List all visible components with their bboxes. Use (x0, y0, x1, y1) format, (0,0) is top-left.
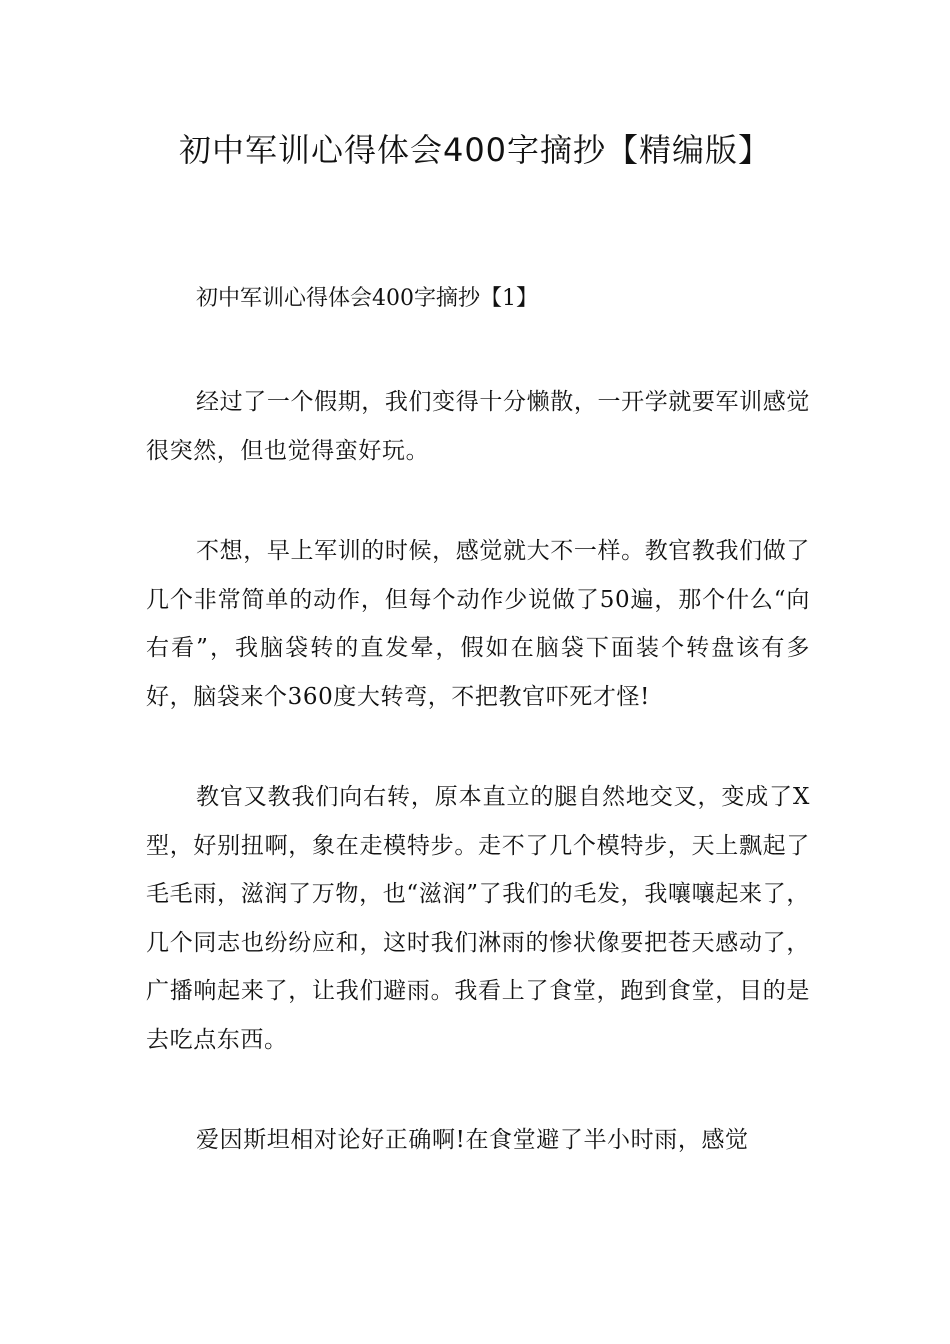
document-body (146, 378, 810, 1217)
paragraph: 不想，早上军训的时候，感觉就大不一样。教官教我们做了几个非常简单的动作，但每个动作少说做了50遍，那个什么“向右看”，我脑袋转的直发晕，假如在脑袋下面装个转盘该有多好，脑袋来个360度大转弯，不把教官吓死才怪! (146, 538, 810, 710)
section-heading: 初中军训心得体会400字摘抄【1】 (196, 286, 538, 311)
document-title: 初中军训心得体会400字摘抄【精编版】 (178, 131, 772, 169)
paragraph: 教官又教我们向右转，原本直立的腿自然地交叉，变成了X型，好别扭啊，象在走模特步。走不了几个模特步，天上飘起了毛毛雨，滋润了万物，也“滋润”了我们的毛发，我嚷嚷起来了，几个同志也纷纷应和，这时我们淋雨的惨状像要把苍天感动了，广播响起来了，让我们避雨。我看上了食堂，跑到食堂，目的是去吃点东西。 (146, 784, 810, 1053)
paragraph: 经过了一个假期，我们变得十分懒散，一开学就要军训感觉很突然，但也觉得蛮好玩。 (146, 389, 810, 464)
paragraph: 爱因斯坦相对论好正确啊!在食堂避了半小时雨，感觉 (196, 1127, 749, 1153)
